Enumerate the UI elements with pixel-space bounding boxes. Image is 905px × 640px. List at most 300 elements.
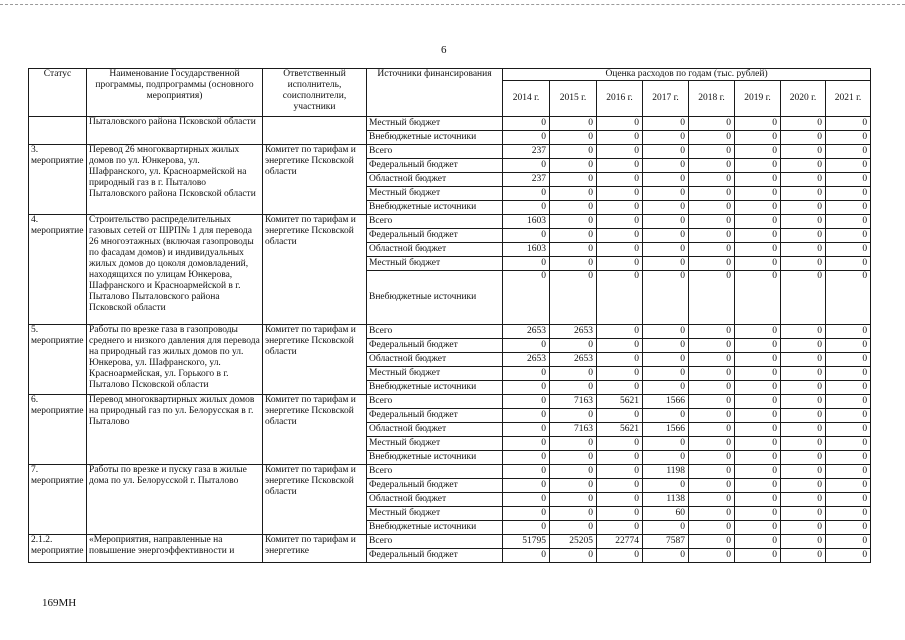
cell-value: 0 bbox=[550, 381, 597, 395]
cell-value: 0 bbox=[826, 271, 871, 325]
header-year: 2018 г. bbox=[689, 81, 735, 117]
table-row bbox=[29, 535, 871, 549]
cell-source: Областной бюджет bbox=[367, 243, 503, 257]
cell-value: 0 bbox=[503, 201, 550, 215]
cell-value: 0 bbox=[826, 423, 871, 437]
cell-value: 0 bbox=[735, 549, 781, 563]
cell-value: 0 bbox=[826, 257, 871, 271]
cell-value: 0 bbox=[597, 159, 643, 173]
cell-value: 0 bbox=[550, 243, 597, 257]
cell-value: 0 bbox=[826, 117, 871, 131]
cell-status: 6. мероприятие bbox=[29, 395, 87, 465]
cell-value: 0 bbox=[689, 257, 735, 271]
cell-value: 2653 bbox=[550, 325, 597, 339]
cell-value: 0 bbox=[597, 215, 643, 229]
cell-value: 0 bbox=[735, 145, 781, 159]
cell-value: 0 bbox=[826, 437, 871, 451]
cell-value: 60 bbox=[643, 507, 689, 521]
cell-source: Областной бюджет bbox=[367, 493, 503, 507]
table-row bbox=[29, 395, 871, 409]
cell-source: Всего bbox=[367, 215, 503, 229]
header-estimate: Оценка расходов по годам (тыс. рублей) bbox=[503, 69, 871, 81]
cell-source: Федеральный бюджет bbox=[367, 159, 503, 173]
cell-value: 0 bbox=[689, 201, 735, 215]
cell-value: 0 bbox=[735, 353, 781, 367]
cell-name: «Мероприятия, направленные на повышение энергоэффективности и bbox=[87, 535, 263, 563]
cell-value: 0 bbox=[781, 325, 826, 339]
cell-value: 0 bbox=[689, 339, 735, 353]
cell-value: 0 bbox=[550, 521, 597, 535]
cell-value: 0 bbox=[826, 243, 871, 257]
cell-source: Внебюджетные источники bbox=[367, 131, 503, 145]
cell-executor: Комитет по тарифам и энергетике bbox=[263, 535, 367, 563]
cell-value: 0 bbox=[781, 507, 826, 521]
cell-value: 0 bbox=[643, 325, 689, 339]
cell-value: 0 bbox=[826, 493, 871, 507]
cell-value: 0 bbox=[781, 395, 826, 409]
cell-value: 0 bbox=[735, 159, 781, 173]
cell-value: 0 bbox=[781, 409, 826, 423]
cell-name: Работы по врезке и пуску газа в жилые дома по ул. Белорусской г. Пыталово bbox=[87, 465, 263, 535]
cell-value: 0 bbox=[550, 409, 597, 423]
cell-value: 0 bbox=[597, 493, 643, 507]
header-year: 2015 г. bbox=[550, 81, 597, 117]
cell-source: Местный бюджет bbox=[367, 117, 503, 131]
cell-value: 0 bbox=[781, 117, 826, 131]
cell-value: 0 bbox=[643, 257, 689, 271]
cell-value: 0 bbox=[735, 423, 781, 437]
cell-value: 0 bbox=[781, 173, 826, 187]
cell-value: 0 bbox=[781, 451, 826, 465]
cell-value: 0 bbox=[826, 409, 871, 423]
cell-source: Местный бюджет bbox=[367, 367, 503, 381]
cell-value: 0 bbox=[503, 409, 550, 423]
cell-value: 0 bbox=[781, 271, 826, 325]
cell-source: Местный бюджет bbox=[367, 507, 503, 521]
cell-value: 0 bbox=[643, 131, 689, 145]
cell-value: 0 bbox=[735, 325, 781, 339]
header-name: Наименование Государственной программы, подпрограммы (основного мероприятия) bbox=[87, 69, 263, 117]
cell-value: 0 bbox=[781, 215, 826, 229]
cell-value: 0 bbox=[503, 423, 550, 437]
cell-value: 0 bbox=[643, 381, 689, 395]
cell-value: 0 bbox=[735, 131, 781, 145]
cell-source: Всего bbox=[367, 395, 503, 409]
cell-value: 0 bbox=[689, 215, 735, 229]
cell-value: 0 bbox=[689, 423, 735, 437]
cell-value: 0 bbox=[735, 257, 781, 271]
cell-value: 0 bbox=[735, 395, 781, 409]
cell-value: 0 bbox=[643, 215, 689, 229]
table-row bbox=[29, 215, 871, 229]
cell-value: 0 bbox=[689, 131, 735, 145]
cell-value: 0 bbox=[781, 145, 826, 159]
cell-status: 7. мероприятие bbox=[29, 465, 87, 535]
cell-value: 0 bbox=[503, 381, 550, 395]
cell-value: 0 bbox=[643, 229, 689, 243]
cell-value: 0 bbox=[643, 353, 689, 367]
cell-value: 0 bbox=[826, 339, 871, 353]
cell-value: 0 bbox=[643, 437, 689, 451]
cell-value: 1138 bbox=[643, 493, 689, 507]
cell-value: 1603 bbox=[503, 243, 550, 257]
cell-value: 0 bbox=[735, 507, 781, 521]
cell-source: Внебюджетные источники bbox=[367, 521, 503, 535]
cell-value: 0 bbox=[735, 493, 781, 507]
cell-value: 0 bbox=[781, 131, 826, 145]
cell-value: 0 bbox=[503, 437, 550, 451]
cell-status: 2.1.2. мероприятие bbox=[29, 535, 87, 563]
cell-value: 0 bbox=[735, 521, 781, 535]
cell-value: 25205 bbox=[550, 535, 597, 549]
cell-value: 2653 bbox=[503, 325, 550, 339]
cell-value: 0 bbox=[643, 187, 689, 201]
cell-value: 0 bbox=[689, 187, 735, 201]
table-row bbox=[29, 145, 871, 159]
cell-value: 0 bbox=[781, 201, 826, 215]
cell-value: 0 bbox=[735, 437, 781, 451]
cell-value: 0 bbox=[735, 243, 781, 257]
cell-value: 0 bbox=[826, 507, 871, 521]
cell-value: 0 bbox=[597, 229, 643, 243]
cell-value: 0 bbox=[826, 173, 871, 187]
cell-executor: Комитет по тарифам и энергетике Псковской области bbox=[263, 395, 367, 465]
cell-value: 0 bbox=[689, 451, 735, 465]
cell-source: Всего bbox=[367, 325, 503, 339]
cell-source: Внебюджетные источники bbox=[367, 271, 503, 325]
cell-value: 0 bbox=[689, 145, 735, 159]
cell-value: 0 bbox=[643, 117, 689, 131]
cell-value: 0 bbox=[781, 257, 826, 271]
cell-value: 0 bbox=[643, 479, 689, 493]
cell-value: 0 bbox=[826, 479, 871, 493]
cell-value: 0 bbox=[689, 229, 735, 243]
cell-executor: Комитет по тарифам и энергетике Псковской области bbox=[263, 325, 367, 395]
cell-value: 0 bbox=[826, 465, 871, 479]
cell-source: Внебюджетные источники bbox=[367, 451, 503, 465]
cell-value: 0 bbox=[781, 535, 826, 549]
cell-value: 0 bbox=[503, 507, 550, 521]
cell-value: 0 bbox=[503, 159, 550, 173]
cell-value: 0 bbox=[597, 465, 643, 479]
cell-value: 0 bbox=[643, 521, 689, 535]
cell-value: 0 bbox=[826, 215, 871, 229]
cell-value: 0 bbox=[826, 201, 871, 215]
cell-value: 0 bbox=[643, 243, 689, 257]
cell-value: 1566 bbox=[643, 423, 689, 437]
cell-value: 0 bbox=[503, 479, 550, 493]
cell-value: 0 bbox=[689, 159, 735, 173]
cell-value: 0 bbox=[597, 325, 643, 339]
page-number: 6 bbox=[441, 44, 447, 56]
cell-value: 0 bbox=[689, 507, 735, 521]
cell-value: 0 bbox=[550, 201, 597, 215]
cell-value: 0 bbox=[597, 437, 643, 451]
cell-executor: Комитет по тарифам и энергетике Псковской области bbox=[263, 465, 367, 535]
cell-name: Перевод 26 многоквартирных жилых домов по ул. Юнкерова, ул. Шафранского, ул. Красноармейской на природный газ в г. Пыталово Пыталовского района Псковской области bbox=[87, 145, 263, 215]
cell-value: 0 bbox=[550, 145, 597, 159]
cell-source: Местный бюджет bbox=[367, 437, 503, 451]
cell-value: 0 bbox=[781, 465, 826, 479]
cell-value: 0 bbox=[689, 479, 735, 493]
cell-value: 0 bbox=[597, 271, 643, 325]
cell-value: 0 bbox=[597, 367, 643, 381]
header-year: 2014 г. bbox=[503, 81, 550, 117]
cell-source: Местный бюджет bbox=[367, 257, 503, 271]
cell-value: 0 bbox=[781, 187, 826, 201]
cell-value: 0 bbox=[597, 381, 643, 395]
cell-value: 0 bbox=[597, 353, 643, 367]
header-year: 2017 г. bbox=[643, 81, 689, 117]
cell-name: Работы по врезке газа в газопроводы среднего и низкого давления для перевода на природный газ жилых домов по ул. Юнкерова, ул. Шафранского, ул. Красноармейская, ул. Горького в г. Пыталово Псковской области bbox=[87, 325, 263, 395]
cell-value: 0 bbox=[550, 173, 597, 187]
cell-executor: Комитет по тарифам и энергетике Псковской области bbox=[263, 215, 367, 325]
cell-value: 0 bbox=[689, 395, 735, 409]
cell-value: 0 bbox=[689, 243, 735, 257]
cell-value: 0 bbox=[689, 271, 735, 325]
cell-value: 0 bbox=[597, 117, 643, 131]
cell-value: 0 bbox=[597, 339, 643, 353]
cell-value: 0 bbox=[643, 451, 689, 465]
cell-value: 0 bbox=[735, 215, 781, 229]
cell-source: Внебюджетные источники bbox=[367, 201, 503, 215]
cell-value: 0 bbox=[735, 451, 781, 465]
cell-value: 0 bbox=[550, 339, 597, 353]
table-row bbox=[29, 325, 871, 339]
cell-value: 0 bbox=[735, 339, 781, 353]
cell-value: 0 bbox=[826, 395, 871, 409]
cell-value: 0 bbox=[735, 201, 781, 215]
cell-source: Федеральный бюджет bbox=[367, 549, 503, 563]
cell-value: 0 bbox=[503, 117, 550, 131]
cell-value: 0 bbox=[689, 437, 735, 451]
cell-value: 0 bbox=[597, 131, 643, 145]
cell-value: 0 bbox=[503, 521, 550, 535]
cell-value: 0 bbox=[550, 159, 597, 173]
cell-value: 0 bbox=[689, 325, 735, 339]
cell-value: 0 bbox=[597, 549, 643, 563]
cell-status: 4. мероприятие bbox=[29, 215, 87, 325]
cell-value: 0 bbox=[643, 201, 689, 215]
cell-value: 0 bbox=[503, 549, 550, 563]
cell-value: 0 bbox=[550, 367, 597, 381]
cell-value: 237 bbox=[503, 173, 550, 187]
cell-value: 0 bbox=[826, 229, 871, 243]
cell-value: 0 bbox=[689, 465, 735, 479]
cell-value: 0 bbox=[781, 367, 826, 381]
cell-executor: Комитет по тарифам и энергетике Псковской области bbox=[263, 145, 367, 215]
cell-value: 0 bbox=[597, 507, 643, 521]
cell-value: 0 bbox=[781, 243, 826, 257]
cell-value: 0 bbox=[689, 117, 735, 131]
cell-value: 0 bbox=[735, 187, 781, 201]
cell-value: 0 bbox=[689, 367, 735, 381]
cell-value: 0 bbox=[781, 521, 826, 535]
cell-value: 0 bbox=[735, 479, 781, 493]
cell-source: Федеральный бюджет bbox=[367, 339, 503, 353]
cell-value: 0 bbox=[643, 145, 689, 159]
cell-value: 0 bbox=[689, 353, 735, 367]
cell-value: 0 bbox=[643, 339, 689, 353]
header-year: 2020 г. bbox=[781, 81, 826, 117]
cell-source: Всего bbox=[367, 145, 503, 159]
cell-value: 7163 bbox=[550, 423, 597, 437]
cell-value: 0 bbox=[826, 353, 871, 367]
cell-value: 0 bbox=[550, 257, 597, 271]
cell-source: Федеральный бюджет bbox=[367, 479, 503, 493]
cell-value: 0 bbox=[503, 367, 550, 381]
cell-value: 0 bbox=[781, 437, 826, 451]
cell-value: 0 bbox=[735, 535, 781, 549]
page-top-edge bbox=[0, 4, 905, 5]
cell-value: 0 bbox=[550, 229, 597, 243]
cell-value: 0 bbox=[689, 535, 735, 549]
cell-value: 0 bbox=[781, 229, 826, 243]
cell-value: 0 bbox=[597, 451, 643, 465]
cell-value: 0 bbox=[503, 271, 550, 325]
cell-value: 0 bbox=[503, 465, 550, 479]
expenditure-table bbox=[28, 68, 871, 563]
cell-value: 0 bbox=[689, 409, 735, 423]
cell-value: 0 bbox=[550, 215, 597, 229]
cell-value: 0 bbox=[735, 117, 781, 131]
cell-value: 1198 bbox=[643, 465, 689, 479]
cell-value: 0 bbox=[597, 201, 643, 215]
table-row bbox=[29, 117, 871, 131]
cell-value: 0 bbox=[781, 493, 826, 507]
cell-value: 0 bbox=[826, 145, 871, 159]
cell-value: 0 bbox=[735, 173, 781, 187]
cell-value: 0 bbox=[503, 229, 550, 243]
header-sources: Источники финансирования bbox=[367, 69, 503, 117]
header-year: 2016 г. bbox=[597, 81, 643, 117]
header-executor: Ответственный исполнитель, соисполнители, участники bbox=[263, 69, 367, 117]
cell-value: 0 bbox=[597, 409, 643, 423]
cell-value: 0 bbox=[781, 423, 826, 437]
cell-value: 5621 bbox=[597, 423, 643, 437]
cell-status bbox=[29, 117, 87, 145]
cell-value: 0 bbox=[550, 437, 597, 451]
cell-source: Областной бюджет bbox=[367, 353, 503, 367]
cell-value: 0 bbox=[550, 131, 597, 145]
cell-value: 0 bbox=[781, 479, 826, 493]
cell-value: 0 bbox=[503, 339, 550, 353]
cell-source: Федеральный бюджет bbox=[367, 409, 503, 423]
cell-value: 0 bbox=[597, 479, 643, 493]
cell-value: 0 bbox=[550, 507, 597, 521]
header-status: Статус bbox=[29, 69, 87, 117]
cell-source: Местный бюджет bbox=[367, 187, 503, 201]
cell-value: 0 bbox=[826, 521, 871, 535]
cell-value: 0 bbox=[597, 145, 643, 159]
cell-value: 237 bbox=[503, 145, 550, 159]
cell-value: 0 bbox=[503, 395, 550, 409]
cell-source: Всего bbox=[367, 535, 503, 549]
cell-value: 0 bbox=[503, 187, 550, 201]
cell-name: Строительство распределительных газовых сетей от ШРП№ 1 для перевода 26 многоэтажных (включая газопроводы по фасадам домов) и индивидуальных жилых домов до цоколя домовладений, находящихся по улицам Юнкерова, Шафранского и Красноармейской в г. Пыталово Пыталовского района Псковской области bbox=[87, 215, 263, 325]
cell-value: 2653 bbox=[550, 353, 597, 367]
cell-value: 0 bbox=[826, 381, 871, 395]
cell-value: 2653 bbox=[503, 353, 550, 367]
cell-value: 0 bbox=[550, 549, 597, 563]
cell-source: Областной бюджет bbox=[367, 173, 503, 187]
cell-value: 0 bbox=[597, 521, 643, 535]
cell-value: 0 bbox=[550, 187, 597, 201]
cell-value: 1566 bbox=[643, 395, 689, 409]
cell-value: 0 bbox=[826, 131, 871, 145]
cell-value: 0 bbox=[503, 493, 550, 507]
cell-value: 0 bbox=[735, 409, 781, 423]
cell-value: 22774 bbox=[597, 535, 643, 549]
cell-source: Областной бюджет bbox=[367, 423, 503, 437]
cell-value: 0 bbox=[735, 229, 781, 243]
cell-value: 0 bbox=[643, 159, 689, 173]
cell-value: 0 bbox=[550, 271, 597, 325]
cell-value: 0 bbox=[826, 549, 871, 563]
cell-value: 5621 bbox=[597, 395, 643, 409]
cell-value: 0 bbox=[643, 549, 689, 563]
cell-source: Внебюджетные источники bbox=[367, 381, 503, 395]
cell-value: 0 bbox=[826, 187, 871, 201]
cell-value: 0 bbox=[826, 535, 871, 549]
cell-value: 0 bbox=[550, 117, 597, 131]
cell-value: 0 bbox=[826, 325, 871, 339]
cell-value: 0 bbox=[781, 549, 826, 563]
cell-value: 0 bbox=[597, 257, 643, 271]
cell-value: 7163 bbox=[550, 395, 597, 409]
cell-value: 0 bbox=[550, 493, 597, 507]
cell-source: Федеральный бюджет bbox=[367, 229, 503, 243]
cell-value: 0 bbox=[550, 465, 597, 479]
cell-value: 0 bbox=[826, 367, 871, 381]
cell-value: 0 bbox=[643, 173, 689, 187]
cell-value: 0 bbox=[689, 549, 735, 563]
cell-value: 0 bbox=[503, 257, 550, 271]
cell-value: 0 bbox=[689, 173, 735, 187]
cell-value: 7587 bbox=[643, 535, 689, 549]
cell-value: 0 bbox=[643, 409, 689, 423]
cell-value: 0 bbox=[597, 243, 643, 257]
cell-value: 0 bbox=[643, 367, 689, 381]
header-year: 2019 г. bbox=[735, 81, 781, 117]
footer-code: 169МН bbox=[42, 597, 77, 609]
cell-value: 0 bbox=[826, 159, 871, 173]
cell-value: 0 bbox=[597, 173, 643, 187]
cell-value: 0 bbox=[735, 367, 781, 381]
cell-value: 0 bbox=[503, 451, 550, 465]
cell-value: 0 bbox=[735, 465, 781, 479]
cell-value: 0 bbox=[597, 187, 643, 201]
cell-value: 0 bbox=[826, 451, 871, 465]
cell-value: 0 bbox=[735, 381, 781, 395]
cell-value: 0 bbox=[503, 131, 550, 145]
cell-value: 0 bbox=[781, 159, 826, 173]
cell-status: 5. мероприятие bbox=[29, 325, 87, 395]
cell-name: Перевод многоквартирных жилых домов на природный газ по ул. Белорусская в г. Пыталово bbox=[87, 395, 263, 465]
cell-value: 51795 bbox=[503, 535, 550, 549]
cell-value: 0 bbox=[689, 521, 735, 535]
table-row bbox=[29, 465, 871, 479]
cell-value: 0 bbox=[781, 339, 826, 353]
cell-value: 0 bbox=[781, 381, 826, 395]
cell-source: Всего bbox=[367, 465, 503, 479]
cell-value: 1603 bbox=[503, 215, 550, 229]
cell-value: 0 bbox=[781, 353, 826, 367]
cell-value: 0 bbox=[550, 479, 597, 493]
cell-status: 3. мероприятие bbox=[29, 145, 87, 215]
cell-value: 0 bbox=[643, 271, 689, 325]
cell-name: Пыталовского района Псковской области bbox=[87, 117, 263, 145]
